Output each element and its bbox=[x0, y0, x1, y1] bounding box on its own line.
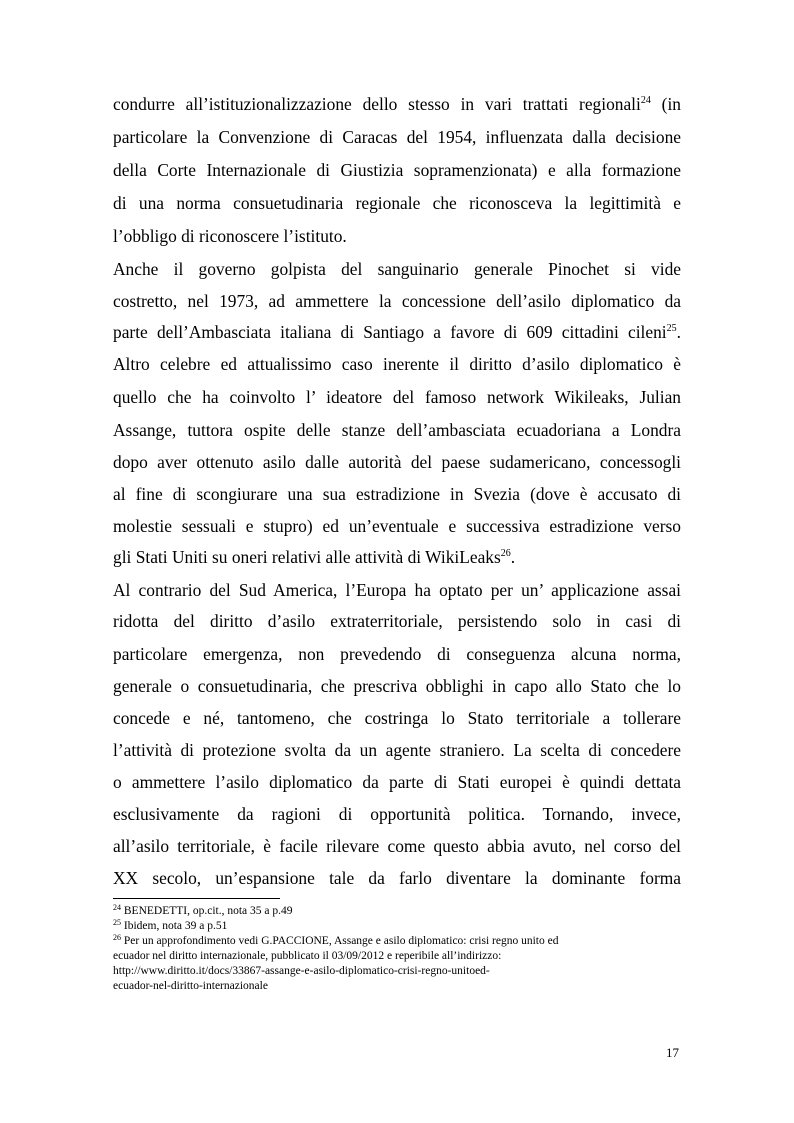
footnote-ref[interactable]: 25 bbox=[666, 323, 677, 334]
body-line: all’asilo territoriale, è facile rilevare come questo abbia avuto, nel corso del bbox=[113, 836, 681, 856]
body-line: Al contrario del Sud America, l’Europa ha optato per un’ applicazione assai bbox=[113, 580, 681, 600]
body-line: ridotta del diritto d’asilo extraterritoriale, persistendo solo in casi di bbox=[113, 611, 681, 631]
footnote-ref[interactable]: 24 bbox=[640, 95, 651, 106]
footnote-separator bbox=[113, 898, 280, 899]
body-line: particolare la Convenzione di Caracas del 1954, influenzata dalla decisione bbox=[113, 127, 681, 147]
body-line: generale o consuetudinaria, che prescriva obblighi in capo allo Stato che lo bbox=[113, 676, 681, 696]
body-line: XX secolo, un’espansione tale da farlo diventare la dominante forma bbox=[113, 868, 681, 888]
body-line: l’attività di protezione svolta da un agente straniero. La scelta di concedere bbox=[113, 740, 681, 760]
footnote-25: $^{25}$ Ibidem, nota 39 a p.51 bbox=[113, 918, 228, 932]
body-line: al fine di scongiurare una sua estradizione in Svezia (dove è accusato di bbox=[113, 484, 681, 504]
body-line: quello che ha coinvolto l’ ideatore del famoso network Wikileaks, Julian bbox=[113, 387, 681, 407]
body-line: particolare emergenza, non prevedendo di conseguenza alcuna norma, bbox=[113, 644, 681, 664]
body-line: della Corte Internazionale di Giustizia sopramenzionata) e alla formazione bbox=[113, 160, 681, 180]
footnote-ref[interactable]: 26 bbox=[500, 548, 511, 559]
body-line: dopo aver ottenuto asilo dalle autorità del paese sudamericano, concessogli bbox=[113, 452, 681, 472]
body-line: concede e né, tantomeno, che costringa lo Stato territoriale a tollerare bbox=[113, 708, 681, 728]
footnote-url[interactable]: http://www.diritto.it/docs/33867-assange-e-asilo-diplomatico-crisi-regno-unitoed- bbox=[113, 965, 490, 977]
body-line: parte dell’Ambasciata italiana di Santiago a favore di 609 cittadini cileni$^{25}$. bbox=[113, 322, 681, 342]
footnote-24: $^{24}$ BENEDETTI, op.cit., nota 35 a p.49 bbox=[113, 903, 293, 917]
footnote-26-cont: ecuador nel diritto internazionale, pubblicato il 03/09/2012 e reperibile all’indirizzo: bbox=[113, 950, 502, 962]
body-line: molestie sessuali e stupro) ed un’eventuale e successiva estradizione verso bbox=[113, 516, 681, 536]
body-line: di una norma consuetudinaria regionale che riconosceva la legittimità e bbox=[113, 193, 681, 213]
body-line: Altro celebre ed attualissimo caso inerente il diritto d’asilo diplomatico è bbox=[113, 354, 681, 374]
body-line: Assange, tuttora ospite delle stanze dell’ambasciata ecuadoriana a Londra bbox=[113, 420, 681, 440]
body-line: o ammettere l’asilo diplomatico da parte di Stati europei è quindi dettata bbox=[113, 772, 681, 792]
body-line: costretto, nel 1973, ad ammettere la concessione dell’asilo diplomatico da bbox=[113, 291, 681, 311]
body-line: l’obbligo di riconoscere l’istituto. bbox=[113, 226, 347, 246]
body-line: esclusivamente da ragioni di opportunità politica. Tornando, invece, bbox=[113, 804, 681, 824]
body-line: condurre all’istituzionalizzazione dello stesso in vari trattati regionali$^{24}$ (in bbox=[113, 94, 681, 114]
page-number: 17 bbox=[666, 1045, 679, 1060]
footnote-url-cont[interactable]: ecuador-nel-diritto-internazionale bbox=[113, 980, 268, 992]
footnote-26: $^{26}$ Per un approfondimento vedi G.PACCIONE, Assange e asilo diplomatico: crisi regno unito ed bbox=[113, 933, 559, 947]
body-line: Anche il governo golpista del sanguinario generale Pinochet si vide bbox=[113, 259, 681, 279]
body-line: gli Stati Uniti su oneri relativi alle attività di WikiLeaks$^{26}$. bbox=[113, 547, 516, 567]
